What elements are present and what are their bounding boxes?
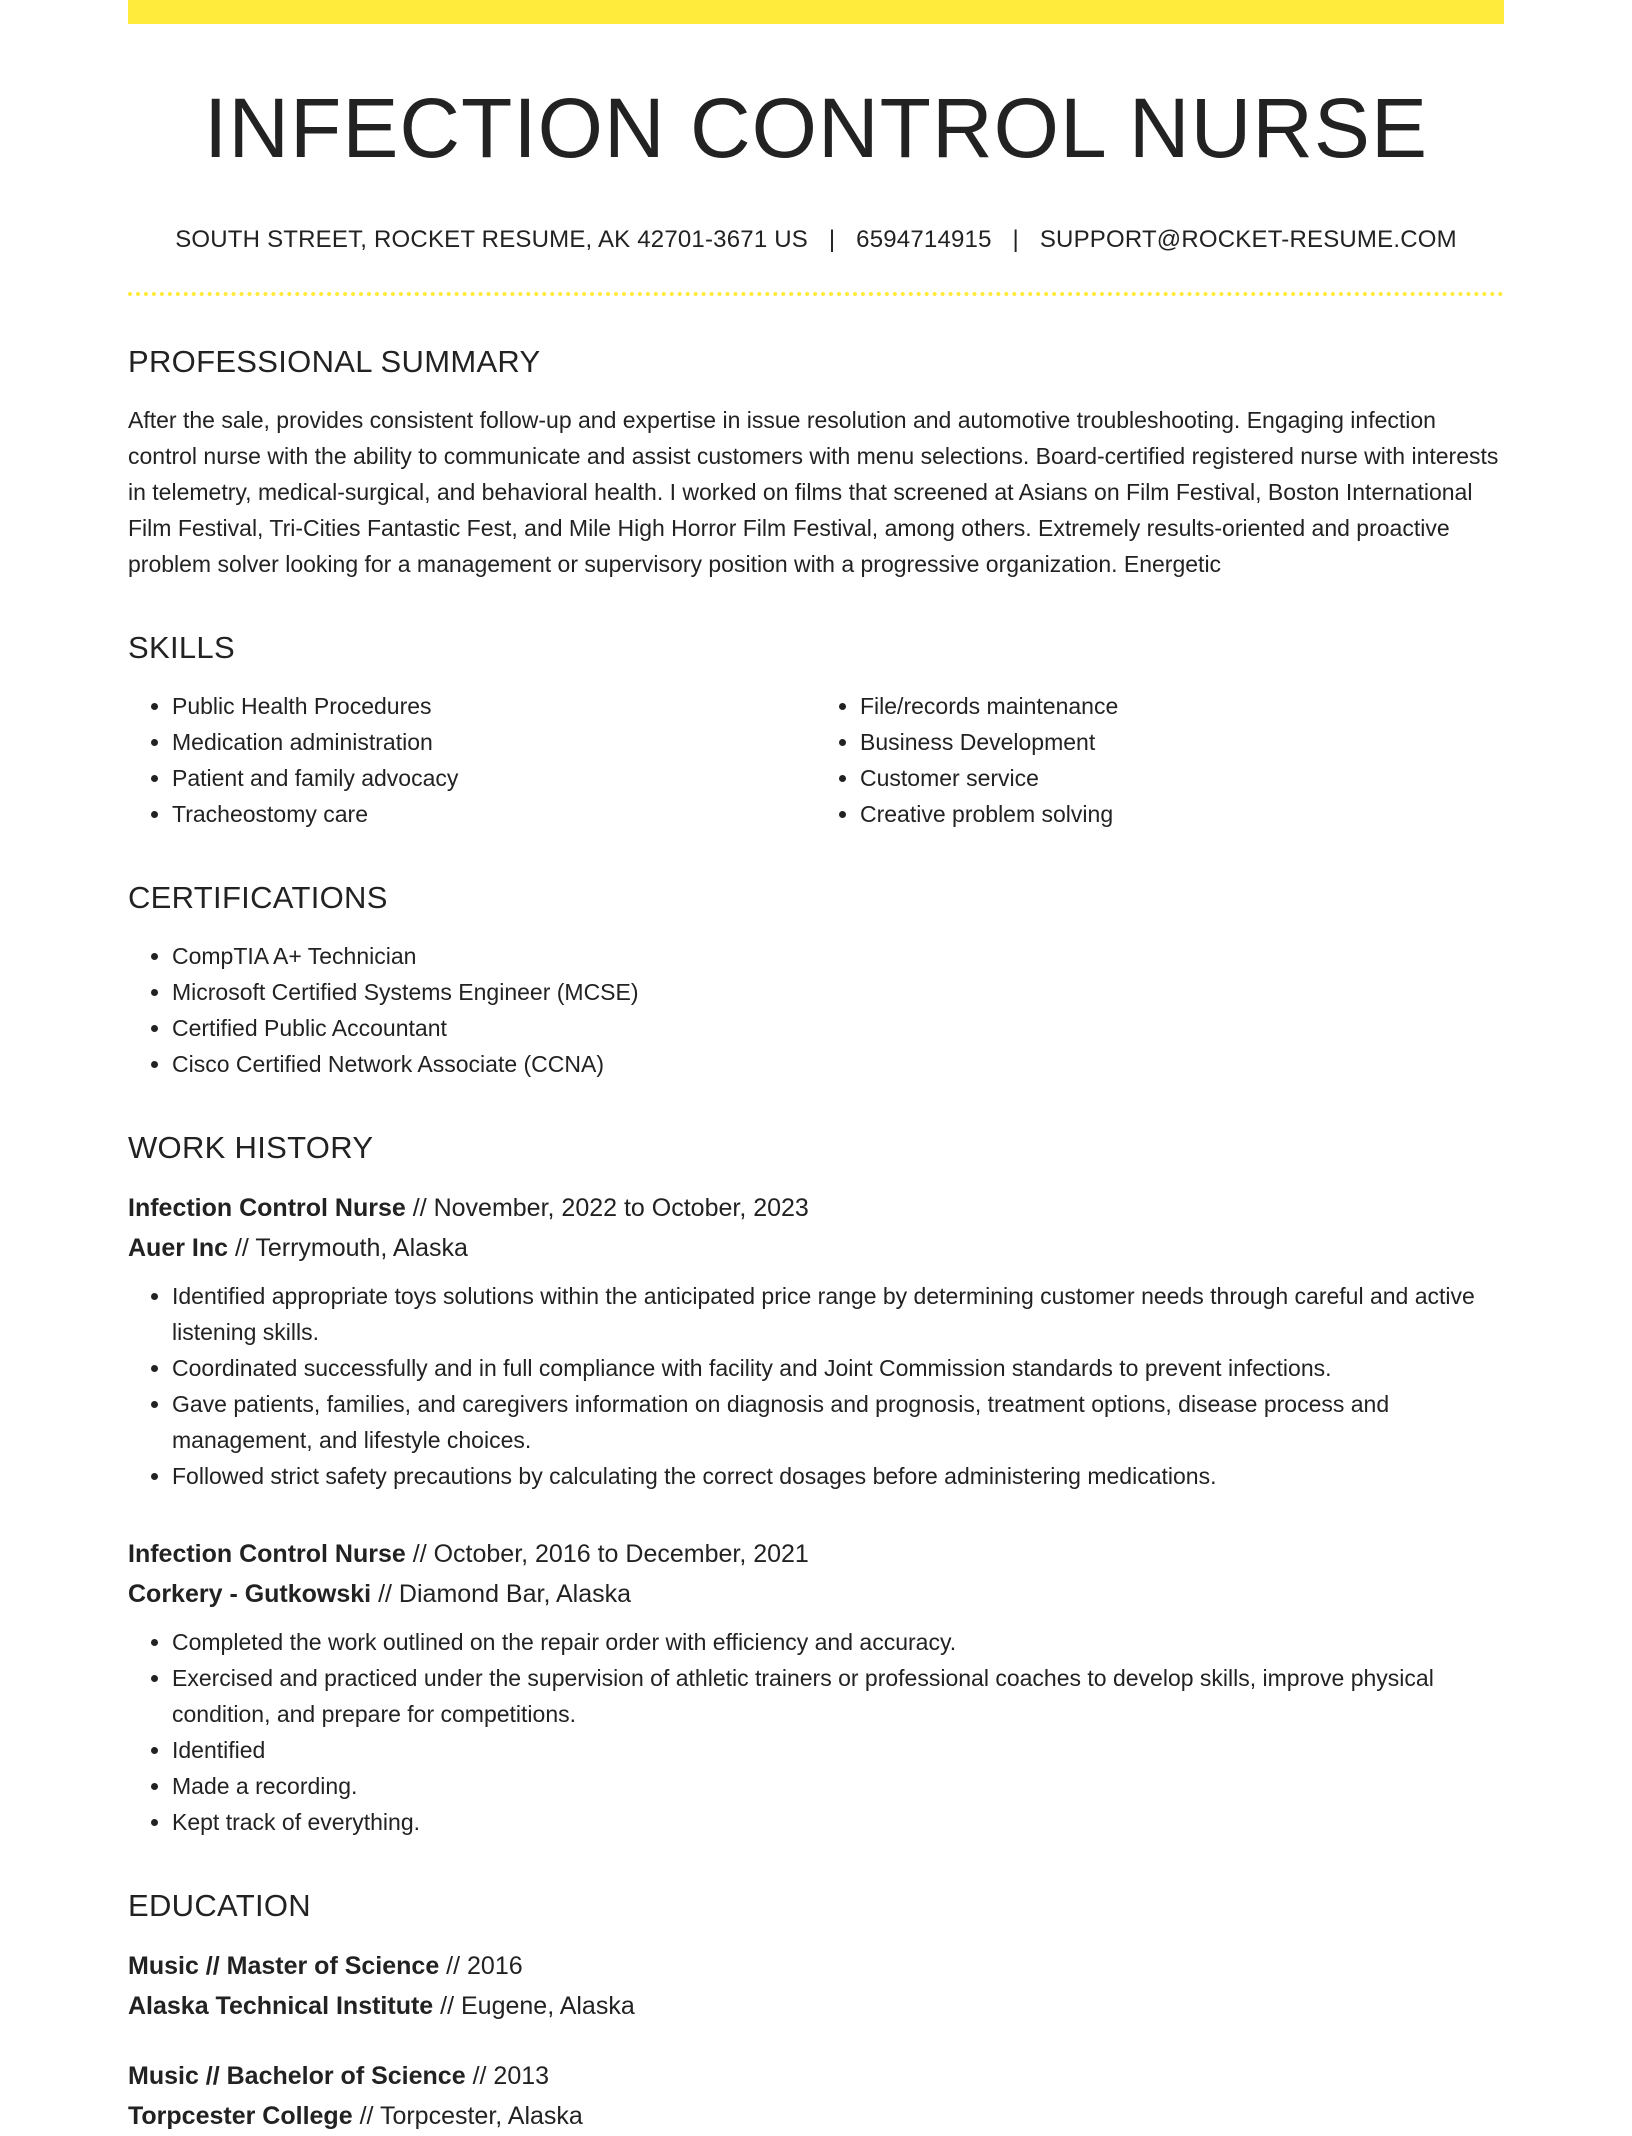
skills-list-left xyxy=(128,688,816,832)
resume-title: INFECTION CONTROL NURSE xyxy=(204,81,1428,175)
skill-item: • Creative problem solving xyxy=(860,796,1504,832)
contact-line xyxy=(128,226,1504,254)
certifications-section xyxy=(128,880,1504,1082)
skills-list-right xyxy=(816,688,1504,832)
skills-section xyxy=(128,630,1504,832)
education-degree: Music // Bachelor of Science xyxy=(128,2062,466,2091)
education-section xyxy=(128,1888,1504,2136)
job-company-line xyxy=(128,1228,1504,1268)
job-entry xyxy=(128,1534,1504,1840)
skills-heading: SKILLS xyxy=(128,630,235,666)
contact-separator: | xyxy=(828,226,836,254)
accent-bar xyxy=(128,0,1504,24)
contact-address: SOUTH STREET, ROCKET RESUME, AK 42701-3671 US xyxy=(175,226,808,254)
work-history-heading: WORK HISTORY xyxy=(128,1130,374,1166)
summary-section xyxy=(128,344,1504,582)
dotted-divider xyxy=(128,292,1504,296)
education-location: // Eugene, Alaska xyxy=(440,1992,635,2021)
job-bullet: • Completed the work outlined on the repair order with efficiency and accuracy. xyxy=(172,1624,1504,1660)
skill-item: • Patient and family advocacy xyxy=(172,760,816,796)
education-heading: EDUCATION xyxy=(128,1888,311,1924)
skills-columns xyxy=(128,688,1504,832)
job-dates: // November, 2022 to October, 2023 xyxy=(412,1194,809,1223)
certification-item: • Microsoft Certified Systems Engineer (MCSE) xyxy=(172,974,1504,1010)
job-bullet: • Followed strict safety precautions by calculating the correct dosages before administering medications. xyxy=(172,1458,1504,1494)
work-history-section xyxy=(128,1130,1504,1840)
contact-separator: | xyxy=(1012,226,1019,254)
job-title: Infection Control Nurse xyxy=(128,1540,406,1569)
job-bullets xyxy=(128,1624,1504,1840)
contact-email: SUPPORT@ROCKET-RESUME.COM xyxy=(1039,226,1457,254)
job-bullet: • Coordinated successfully and in full compliance with facility and Joint Commission standards to prevent infections. xyxy=(172,1350,1504,1386)
certification-item: • Certified Public Accountant xyxy=(172,1010,1504,1046)
skill-item: • Customer service xyxy=(860,760,1504,796)
certification-item: • CompTIA A+ Technician xyxy=(172,938,1504,974)
education-location: // Torpcester, Alaska xyxy=(359,2102,583,2131)
skill-item: • Public Health Procedures xyxy=(172,688,816,724)
job-bullets xyxy=(128,1278,1504,1494)
job-bullet: • Gave patients, families, and caregivers information on diagnosis and prognosis, treatment options, disease process and management, and lifestyle choices. xyxy=(172,1386,1504,1458)
education-school: Alaska Technical Institute xyxy=(128,1992,434,2021)
education-year: // 2016 xyxy=(446,1952,523,1981)
job-location: // Terrymouth, Alaska xyxy=(234,1234,468,1263)
contact-phone: 6594714915 xyxy=(856,226,992,254)
education-entry xyxy=(128,1946,1504,2026)
job-bullet: • Made a recording. xyxy=(172,1768,1504,1804)
job-dates: // October, 2016 to December, 2021 xyxy=(412,1540,809,1569)
education-degree-line xyxy=(128,1946,1504,1986)
certifications-heading: CERTIFICATIONS xyxy=(128,880,388,916)
job-entry xyxy=(128,1188,1504,1494)
job-title-line xyxy=(128,1188,1504,1228)
certifications-list xyxy=(128,938,1504,1082)
job-title: Infection Control Nurse xyxy=(128,1194,406,1223)
job-location: // Diamond Bar, Alaska xyxy=(378,1580,631,1609)
skill-item: • Medication administration xyxy=(172,724,816,760)
job-bullet: • Exercised and practiced under the supervision of athletic trainers or professional coaches to develop skills, improve physical condition, and prepare for competitions. xyxy=(172,1660,1504,1732)
skill-item: • Tracheostomy care xyxy=(172,796,816,832)
education-entry xyxy=(128,2056,1504,2136)
resume-page xyxy=(128,0,1504,2136)
education-school: Torpcester College xyxy=(128,2102,353,2131)
education-degree-line xyxy=(128,2056,1504,2096)
summary-text: After the sale, provides consistent follow-up and expertise in issue resolution and automotive troubleshooting. Engaging infection control nurse with the ability to communicate and assist customers with menu selections. Board-certified registered nurse with interests in telemetry, medical-surgical, and behavioral health. I worked on films that screened at Asians on Film Festival, Boston International Film Festival, Tri-Cities Fantastic Fest, and Mile High Horror Film Festival, among others. Extremely results-oriented and proactive problem solver looking for a management or supervisory position with a progressive organization. Energetic xyxy=(128,407,1499,578)
education-degree: Music // Master of Science xyxy=(128,1952,440,1981)
education-year: // 2013 xyxy=(472,2062,550,2091)
education-school-line xyxy=(128,2096,1504,2136)
education-school-line xyxy=(128,1986,1504,2026)
skill-item: • Business Development xyxy=(860,724,1504,760)
job-company: Auer Inc xyxy=(128,1234,229,1263)
skill-item: • File/records maintenance xyxy=(860,688,1504,724)
job-bullet: • Kept track of everything. xyxy=(172,1804,1504,1840)
job-bullet: • Identified xyxy=(172,1732,1504,1768)
job-company-line xyxy=(128,1574,1504,1614)
job-title-line xyxy=(128,1534,1504,1574)
certification-item: • Cisco Certified Network Associate (CCNA) xyxy=(172,1046,1504,1082)
job-bullet: • Identified appropriate toys solutions within the anticipated price range by determining customer needs through careful and active listening skills. xyxy=(172,1278,1504,1350)
summary-heading: PROFESSIONAL SUMMARY xyxy=(128,344,541,380)
job-company: Corkery - Gutkowski xyxy=(128,1580,372,1609)
